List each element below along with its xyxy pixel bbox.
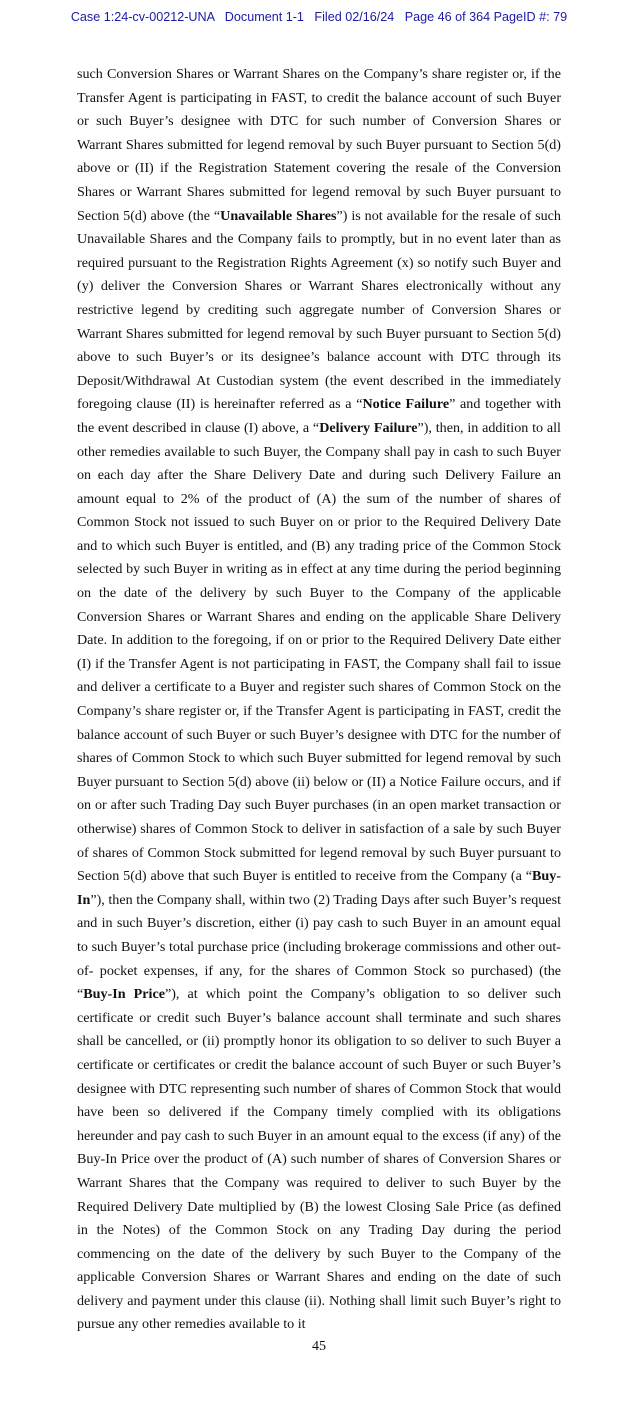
text-segment: this clause (ii). Nothing shall limit such Buyer’s right to pursue any other remedies available to it — [77, 1292, 561, 1333]
text-segment: ”) is not available for the — [336, 207, 479, 224]
text-segment: Delivery Date and during such Delivery Failure an amount equal to 2% of the product of (A) the — [77, 467, 562, 507]
page-number: 45 — [312, 1339, 326, 1355]
text-segment: resale of such Unavailable Shares and the Company fails to promptly, but in no event later than as — [77, 207, 561, 248]
text-segment: equal to such Buyer’s total purchase price (including brokerage commissions and other out-of- — [77, 915, 561, 979]
defined-term: Buy-In Price — [83, 986, 165, 1003]
defined-term: Delivery Failure — [319, 419, 418, 436]
text-segment: account shall terminate and such shares shall be cancelled, or (ii) promptly honor its obligation to — [77, 1009, 561, 1050]
text-segment: foregoing clause (II) is hereinafter referred as a “ — [77, 396, 363, 413]
text-segment: Stock to deliver in satisfaction of a sale by such Buyer of shares of Common Stock submitted for — [77, 821, 562, 861]
text-segment: required pursuant to the Registration Rights Agreement (x) so notify such Buyer and (y) deliver — [77, 254, 561, 295]
text-segment: designee with DTC for such number of Conversion Shares or Warrant Shares submitted for legend — [77, 113, 561, 153]
text-segment: required to deliver to such Buyer by the Required Delivery Date multiplied by (B) the lowest — [77, 1174, 561, 1215]
document-body — [77, 63, 561, 1337]
text-segment: Shares and ending on the applicable Share Delivery Date. In addition to the foregoing, if on or — [77, 608, 561, 649]
text-segment: Delivery Date and to which such Buyer is entitled, and (B) any trading price of the Common Stock — [77, 514, 561, 554]
text-segment: pursuant to Section 5(d) above (ii) below or (II) a Notice Failure occurs, and if on or after such — [77, 773, 561, 814]
text-segment: such Buyer pursuant to Section 5(d) above to such Buyer’s or its designee’s balance account with — [77, 325, 561, 366]
defined-term: Notice Failure — [362, 396, 450, 413]
case-header: Case 1:24-cv-00212-UNA Document 1-1 Filed 02/16/24 Page 46 of 364 PageID #: 79 — [70, 10, 568, 24]
text-segment: from the Company (a “ — [399, 868, 533, 885]
text-segment: ”), at — [164, 986, 198, 1003]
text-segment: the Conversion Shares or Warrant Shares electronically without any restrictive legend by crediting — [77, 278, 561, 318]
text-segment: Buyer’s request and in such Buyer’s discretion, either (i) pay cash to such Buyer in an amount — [77, 891, 561, 932]
text-segment: covering the resale of the Conversion Shares or Warrant Shares submitted for legend removal by — [77, 160, 561, 200]
text-segment: ” and together with the event — [77, 396, 561, 436]
text-segment: Closing Sale Price (as defined in the Notes) of the Common Stock on any Trading Day during the — [77, 1198, 561, 1239]
text-segment: such Buyer pursuant to Section 5(d) above (the “ — [77, 183, 561, 224]
text-segment: ”), then, in addition to all other remedies — [77, 419, 561, 460]
text-segment: DTC through its Deposit/Withdrawal At Custodian system (the event described in the immediately — [77, 349, 562, 389]
text-segment: shares of Common Stock to which such Buyer submitted for legend removal by such Buyer — [77, 750, 561, 790]
text-segment: Conversion Shares or Warrant Shares and ending on the date of such delivery and payment under — [77, 1269, 561, 1309]
text-segment: available to such Buyer, the Company shall pay in cash to such Buyer on each day after the Share — [77, 443, 561, 484]
text-segment: legend removal by such Buyer pursuant to Section 5(d) above that such Buyer is entitled to receive — [77, 844, 561, 885]
text-segment: Agent is participating in FAST, to credit the balance account of such Buyer or such Buyer’s — [77, 89, 562, 130]
defined-term: Unavailable Shares — [220, 207, 337, 224]
text-segment: described in clause (I) above, a “ — [132, 419, 320, 436]
text-segment: sum of the number of shares of Common Stock not issued to such Buyer on or prior to the Required — [77, 490, 561, 531]
text-segment: so deliver to such Buyer a certificate or certificates or credit the balance account of such Buyer or — [77, 1033, 561, 1073]
text-segment: the Company shall fail to issue and deliver a certificate to a Buyer and register such shares of — [77, 655, 561, 696]
text-segment: period commencing on the date of the delivery by such Buyer to the Company of the applicable — [77, 1222, 561, 1286]
text-segment: have been so delivered if the Company timely complied with its obligations hereunder and pay — [77, 1104, 561, 1144]
text-segment: ”), then the Company shall, within two (2) Trading Days after such — [90, 891, 469, 908]
text-segment: selected by such Buyer in writing as in effect at any time during the period beginning on the date — [77, 561, 561, 602]
text-segment: credit the balance account of such Buyer or such Buyer’s designee with DTC for the number of — [77, 703, 561, 743]
text-segment: such Buyer’s designee with DTC representing such number of shares of Common Stock that would — [77, 1056, 562, 1097]
text-segment: of the delivery by such Buyer to the Company of the applicable Conversion Shares or Warrant — [77, 585, 561, 625]
defined-term: Buy-In — [77, 868, 561, 908]
text-segment: Common Stock on the Company’s share register or, if the Transfer Agent is participating in FAST, — [77, 679, 562, 720]
text-segment: such aggregate number of Conversion Shares or Warrant Shares submitted for legend removal by — [77, 301, 562, 342]
text-segment: Trading Day such Buyer purchases (in an open market transaction or otherwise) shares of Common — [77, 797, 561, 837]
text-segment: cash to such Buyer in an amount equal to the excess (if any) of the Buy-In Price over the product — [77, 1127, 561, 1168]
text-segment: which point the Company’s obligation to so deliver such certificate or credit such Buyer’s balance — [77, 986, 561, 1026]
text-segment: pocket expenses, if any, for the shares of Common Stock so purchased) (the “ — [77, 962, 561, 1003]
text-segment: such Conversion Shares or Warrant Shares on the Company’s share register or, if the Transfer — [77, 66, 561, 106]
text-segment: removal by such Buyer pursuant to Section 5(d) above or (II) if the Registration Statement — [77, 136, 562, 177]
text-segment: prior to the Required Delivery Date either (I) if the Transfer Agent is not participating in FAST, — [77, 632, 561, 672]
text-segment: of (A) such number of shares of Conversion Shares or Warrant Shares that the Company was — [77, 1151, 561, 1191]
